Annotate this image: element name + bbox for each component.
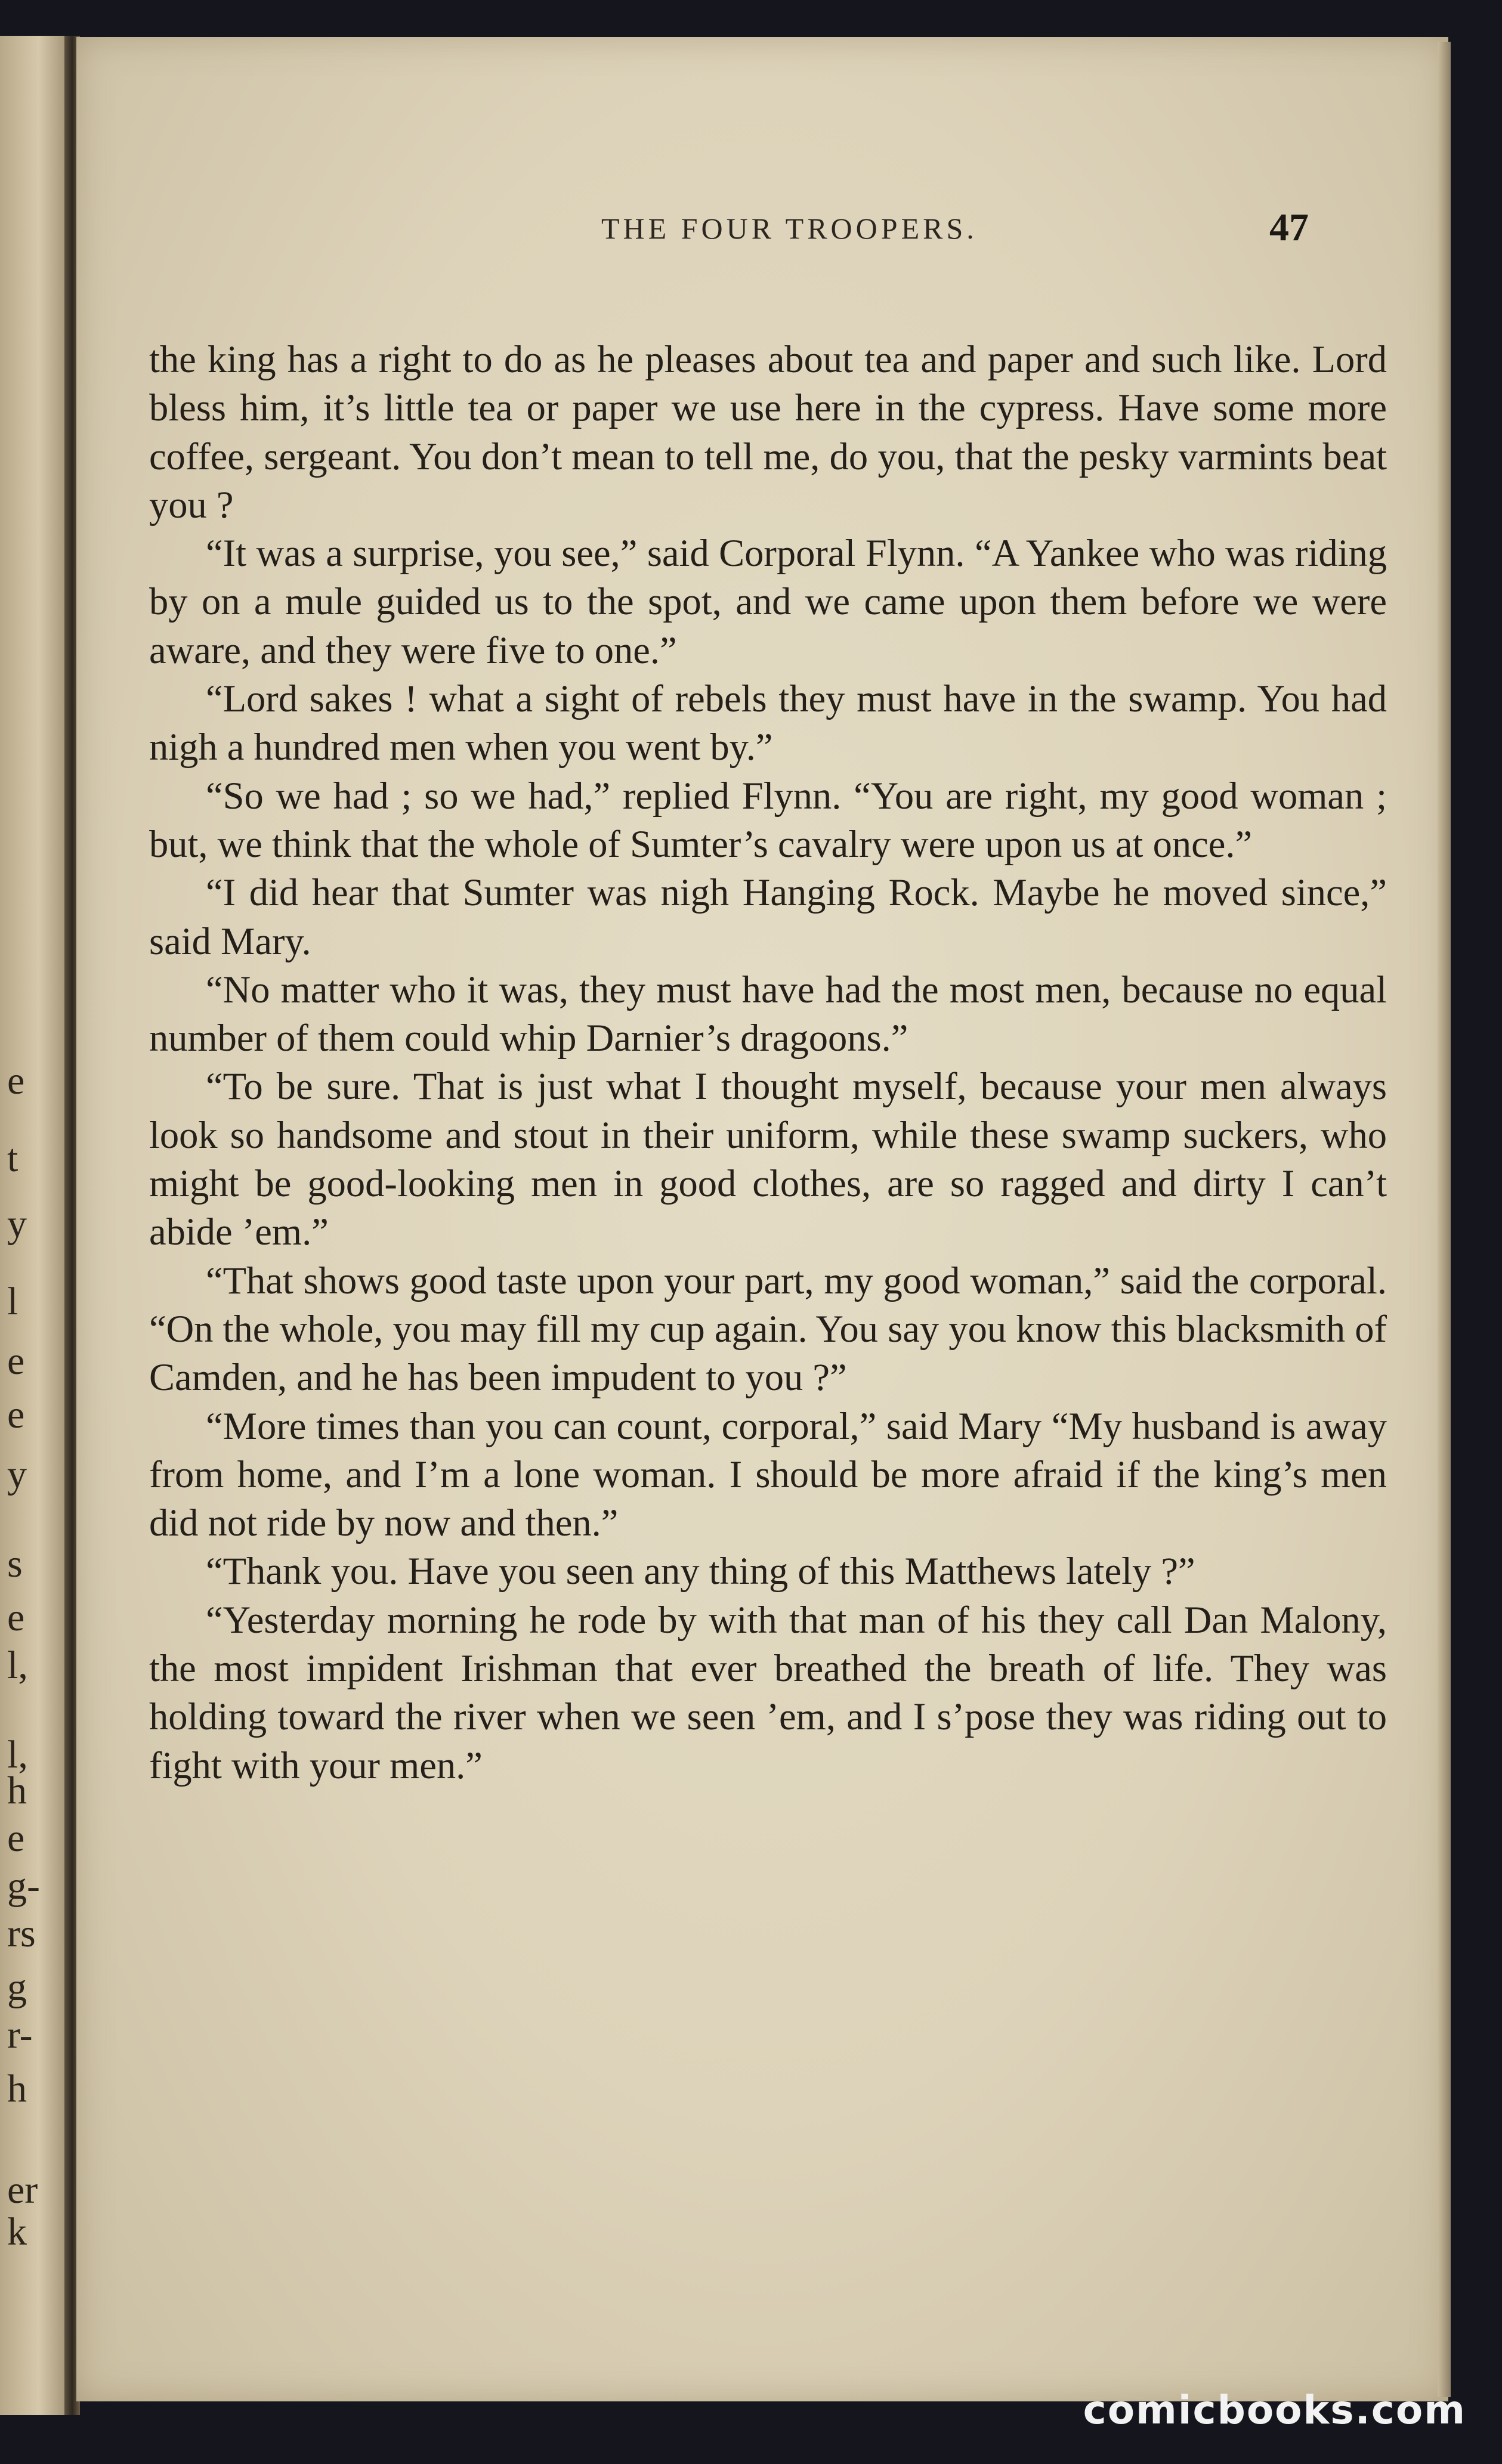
paragraph: “That shows good taste upon your part, my good woman,” said the corporal. “On the whole, you may fill my cup again. You say you know this blacksmith of Camden, and he has been impudent to you ?” xyxy=(149,1259,1387,1399)
left-page-fragment: l, xyxy=(7,1643,28,1687)
paragraph: “Yesterday morning he rode by with that man of his they call Dan Malony, the most impident Irishman that ever breathed the breath of life. They was holding toward the river when we seen ’em, and I s’pose they was riding out to fight with your men.” xyxy=(149,1598,1387,1787)
left-page-fragment: h xyxy=(7,1769,27,1812)
paragraph: “So we had ; so we had,” replied Flynn. “You are right, my good woman ; but, we think that the whole of Sumter’s cavalry were upon us at once.” xyxy=(149,774,1387,865)
left-page-fragment: e xyxy=(7,1596,25,1639)
paragraph: “No matter who it was, they must have had the most men, because no equal number of them could whip Darnier’s dragoons.” xyxy=(149,968,1387,1060)
watermark: comicbooks.com xyxy=(1083,2387,1466,2433)
paragraph: “Thank you. Have you seen any thing of this Matthews lately ?” xyxy=(206,1550,1195,1593)
left-page-fragment: e xyxy=(7,1339,25,1383)
left-page-fragment: e xyxy=(7,1393,25,1437)
left-page-fragment: h xyxy=(7,2067,27,2110)
left-page-fragment: l xyxy=(7,1280,18,1323)
left-page-fragment: l, xyxy=(7,1733,28,1776)
page-edge xyxy=(1438,42,1451,2397)
left-page-fragment: rs xyxy=(7,1912,36,1955)
left-page-fragment: er xyxy=(7,2168,38,2212)
left-page-fragment: t xyxy=(7,1137,18,1180)
paragraph: “It was a surprise, you see,” said Corporal Flynn. “A Yankee who was riding by on a mule guided us to the spot, and we came upon them before we were aware, and they were five to one.” xyxy=(149,532,1387,671)
running-head: THE FOUR TROOPERS. xyxy=(601,212,978,245)
left-page-fragment: r- xyxy=(7,2013,33,2057)
paragraph: “I did hear that Sumter was nigh Hanging Rock. Maybe he moved since,” said Mary. xyxy=(149,871,1387,962)
left-page-edge xyxy=(0,36,70,2415)
page-header xyxy=(76,205,1448,265)
left-page-fragment: e xyxy=(7,1816,25,1860)
left-page-fragment: e xyxy=(7,1059,25,1103)
book-page xyxy=(76,37,1448,2401)
left-page-fragment: s xyxy=(7,1542,23,1586)
paragraph: “To be sure. That is just what I thought myself, because your men always look so handsome and stout in their uniform, while these swamp suckers, who might be good-looking men in good clothes, are so ragged and dirty I can’t abide ’em.” xyxy=(149,1065,1387,1253)
left-page-fragment: y xyxy=(7,1202,27,1246)
body-text xyxy=(149,335,1387,1790)
left-page-fragment: y xyxy=(7,1453,27,1496)
left-page-fragment: g xyxy=(7,1965,27,2009)
page-number: 47 xyxy=(1269,206,1309,249)
paragraph: “Lord sakes ! what a sight of rebels they must have in the swamp. You had nigh a hundred men when you went by.” xyxy=(149,677,1387,769)
paragraph: the king has a right to do as he pleases about tea and paper and such like. Lord bless him, it’s little tea or paper we use here in the cypress. Have some more coffee, sergeant. You don’t mean to tell me, do you, that the pesky varmints beat you ? xyxy=(149,338,1387,526)
left-page-fragment: k xyxy=(7,2210,27,2253)
paragraph: “More times than you can count, corporal,” said Mary “My husband is away from home, and I’m a lone woman. I should be more afraid if the king’s men did not ride by now and then.” xyxy=(149,1404,1387,1544)
left-page-fragment: g- xyxy=(7,1864,40,1908)
